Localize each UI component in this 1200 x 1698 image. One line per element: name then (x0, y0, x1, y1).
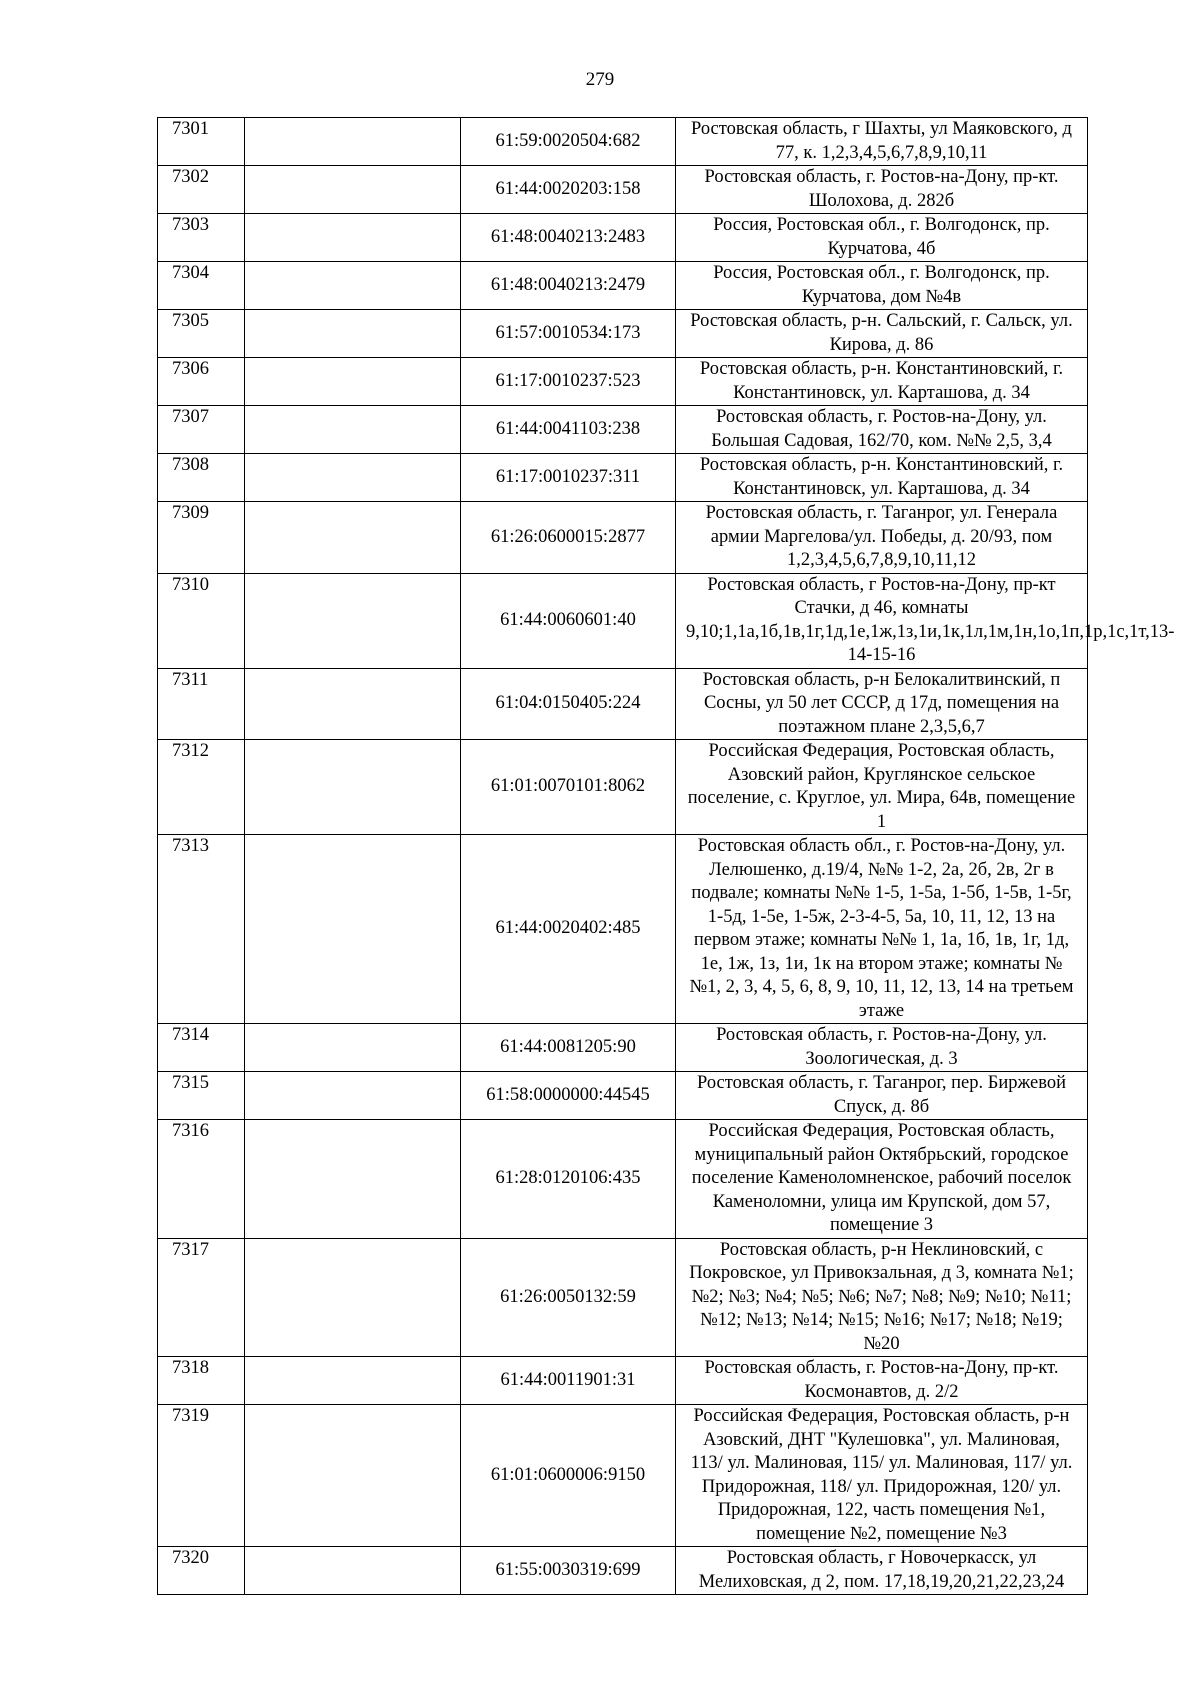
address: Российская Федерация, Ростовская область, р-н Азовский, ДНТ "Кулешовка", ул. Малиновая, 113/ ул. Малиновая, 115/ ул. Малиновая, 117/ ул. Придорожная, 118/ ул. Придорожная, 120/ ул. Придорожная, 122, часть помещения №1, помещение №2, помещение №3 (676, 1405, 1088, 1547)
empty-cell (245, 310, 461, 358)
table-row (158, 1405, 1088, 1547)
table-row (158, 262, 1088, 310)
cadastral-number: 61:01:0600006:9150 (461, 1405, 676, 1547)
row-number: 7317 (158, 1238, 245, 1357)
address: Ростовская область, г. Ростов-на-Дону, пр-кт. Космонавтов, д. 2/2 (676, 1357, 1088, 1405)
address: Ростовская область, р-н Белокалитвинский, п Сосны, ул 50 лет СССР, д 17д, помещения на поэтажном плане 2,3,5,6,7 (676, 668, 1088, 740)
empty-cell (245, 118, 461, 166)
cadastral-number: 61:44:0081205:90 (461, 1024, 676, 1072)
row-number: 7318 (158, 1357, 245, 1405)
address: Ростовская область, г. Таганрог, пер. Биржевой Спуск, д. 8б (676, 1072, 1088, 1120)
table-row (158, 454, 1088, 502)
empty-cell (245, 502, 461, 574)
empty-cell (245, 1547, 461, 1595)
cadastral-number: 61:44:0041103:238 (461, 406, 676, 454)
row-number: 7311 (158, 668, 245, 740)
table-row (158, 166, 1088, 214)
address: Ростовская область, г. Ростов-на-Дону, ул. Зоологическая, д. 3 (676, 1024, 1088, 1072)
cadastral-number: 61:58:0000000:44545 (461, 1072, 676, 1120)
table-row (158, 573, 1088, 668)
table-row (158, 740, 1088, 835)
row-number: 7304 (158, 262, 245, 310)
table-row (158, 118, 1088, 166)
row-number: 7301 (158, 118, 245, 166)
row-number: 7307 (158, 406, 245, 454)
row-number: 7319 (158, 1405, 245, 1547)
empty-cell (245, 835, 461, 1024)
row-number: 7303 (158, 214, 245, 262)
registry-table-body (158, 118, 1175, 1595)
row-number: 7305 (158, 310, 245, 358)
cadastral-number: 61:44:0011901:31 (461, 1357, 676, 1405)
address: Ростовская область, г Шахты, ул Маяковского, д 77, к. 1,2,3,4,5,6,7,8,9,10,11 (676, 118, 1088, 166)
row-number: 7313 (158, 835, 245, 1024)
cadastral-number: 61:28:0120106:435 (461, 1120, 676, 1239)
table-row (158, 1072, 1088, 1120)
page-number: 279 (585, 69, 615, 90)
table-row (158, 310, 1088, 358)
empty-cell (245, 358, 461, 406)
address: Российская Федерация, Ростовская область, Азовский район, Круглянское сельское поселение, с. Круглое, ул. Мира, 64в, помещение 1 (676, 740, 1088, 835)
row-number: 7314 (158, 1024, 245, 1072)
address: Ростовская область, р-н. Константиновский, г. Константиновск, ул. Карташова, д. 34 (676, 358, 1088, 406)
address: Ростовская область, г. Ростов-на-Дону, ул. Большая Садовая, 162/70, ком. №№ 2,5, 3,4 (676, 406, 1088, 454)
cadastral-number: 61:59:0020504:682 (461, 118, 676, 166)
address: Ростовская область, г Ростов-на-Дону, пр-кт Стачки, д 46, комнаты 9,10;1,1а,1б,1в,1г,1д,1е,1ж,1з,1и,1к,1л,1м,1н,1о,1п,1р,1с,1т,13-14-15-16 (676, 573, 1088, 668)
empty-cell (245, 454, 461, 502)
address: Россия, Ростовская обл., г. Волгодонск, пр. Курчатова, дом №4в (676, 262, 1088, 310)
table-row (158, 1024, 1088, 1072)
empty-cell (245, 262, 461, 310)
table-row (158, 668, 1088, 740)
table-row (158, 406, 1088, 454)
cadastral-number: 61:01:0070101:8062 (461, 740, 676, 835)
table-row (158, 1120, 1088, 1239)
cadastral-number: 61:48:0040213:2483 (461, 214, 676, 262)
row-number: 7310 (158, 573, 245, 668)
table-row (158, 502, 1088, 574)
empty-cell (245, 166, 461, 214)
empty-cell (245, 573, 461, 668)
empty-cell (245, 1120, 461, 1239)
cadastral-number: 61:26:0600015:2877 (461, 502, 676, 574)
table-row (158, 1238, 1088, 1357)
table-row (158, 1547, 1088, 1595)
cadastral-number: 61:26:0050132:59 (461, 1238, 676, 1357)
address: Ростовская область, р-н. Сальский, г. Сальск, ул. Кирова, д. 86 (676, 310, 1088, 358)
cadastral-number: 61:17:0010237:311 (461, 454, 676, 502)
row-number: 7316 (158, 1120, 245, 1239)
row-number: 7302 (158, 166, 245, 214)
registry-table (157, 117, 1175, 1595)
cadastral-number: 61:17:0010237:523 (461, 358, 676, 406)
cadastral-number: 61:57:0010534:173 (461, 310, 676, 358)
empty-cell (245, 1238, 461, 1357)
empty-cell (245, 1405, 461, 1547)
address: Ростовская область, г. Таганрог, ул. Генерала армии Маргелова/ул. Победы, д. 20/93, пом 1,2,3,4,5,6,7,8,9,10,11,12 (676, 502, 1088, 574)
cadastral-number: 61:48:0040213:2479 (461, 262, 676, 310)
row-number: 7315 (158, 1072, 245, 1120)
table-row (158, 214, 1088, 262)
cadastral-number: 61:44:0060601:40 (461, 573, 676, 668)
row-number: 7320 (158, 1547, 245, 1595)
cadastral-number: 61:44:0020402:485 (461, 835, 676, 1024)
empty-cell (245, 668, 461, 740)
row-number: 7309 (158, 502, 245, 574)
cadastral-number: 61:44:0020203:158 (461, 166, 676, 214)
address: Ростовская область, г Новочеркасск, ул Мелиховская, д 2, пом. 17,18,19,20,21,22,23,24 (676, 1547, 1088, 1595)
row-number: 7306 (158, 358, 245, 406)
empty-cell (245, 1024, 461, 1072)
address: Россия, Ростовская обл., г. Волгодонск, пр. Курчатова, 4б (676, 214, 1088, 262)
row-number: 7312 (158, 740, 245, 835)
cadastral-number: 61:55:0030319:699 (461, 1547, 676, 1595)
row-number: 7308 (158, 454, 245, 502)
table-row (158, 358, 1088, 406)
address: Ростовская область, р-н Неклиновский, с Покровское, ул Привокзальная, д 3, комната №1; №2; №3; №4; №5; №6; №7; №8; №9; №10; №11; №12; №13; №14; №15; №16; №17; №18; №19; №20 (676, 1238, 1088, 1357)
address: Российская Федерация, Ростовская область, муниципальный район Октябрьский, городское поселение Каменоломненское, рабочий поселок Каменоломни, улица им Крупской, дом 57, помещение 3 (676, 1120, 1088, 1239)
empty-cell (245, 1357, 461, 1405)
address: Ростовская область обл., г. Ростов-на-Дону, ул. Лелюшенко, д.19/4, №№ 1-2, 2а, 2б, 2в, 2г в подвале; комнаты №№ 1-5, 1-5а, 1-5б, 1-5в, 1-5г, 1-5д, 1-5е, 1-5ж, 2-3-4-5, 5а, 10, 11, 12, 13 на первом этаже; комнаты №№ 1, 1а, 1б, 1в, 1г, 1д, 1е, 1ж, 1з, 1и, 1к на втором этаже; комнаты №№1, 2, 3, 4, 5, 6, 8, 9, 10, 11, 12, 13, 14 на третьем этаже (676, 835, 1088, 1024)
table-row (158, 1357, 1088, 1405)
empty-cell (245, 406, 461, 454)
cadastral-number: 61:04:0150405:224 (461, 668, 676, 740)
empty-cell (245, 740, 461, 835)
empty-cell (245, 1072, 461, 1120)
table-row (158, 835, 1088, 1024)
empty-cell (245, 214, 461, 262)
address: Ростовская область, г. Ростов-на-Дону, пр-кт. Шолохова, д. 282б (676, 166, 1088, 214)
address: Ростовская область, р-н. Константиновский, г. Константиновск, ул. Карташова, д. 34 (676, 454, 1088, 502)
